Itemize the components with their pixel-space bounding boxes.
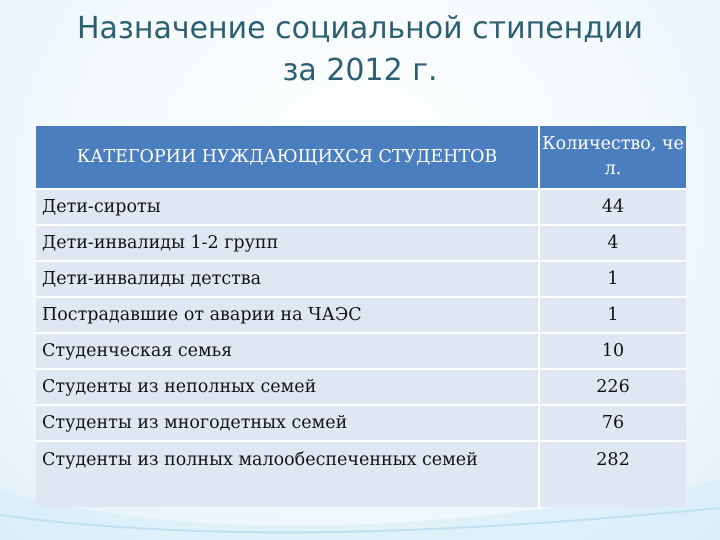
header-count: Количество, чел. [540, 126, 686, 190]
table-header-row [36, 126, 686, 190]
row-count: 10 [540, 334, 686, 370]
row-count: 76 [540, 406, 686, 442]
table-row [36, 226, 686, 262]
table-row [36, 262, 686, 298]
row-count: 44 [540, 190, 686, 226]
header-category: КАТЕГОРИИ НУЖДАЮЩИХСЯ СТУДЕНТОВ [36, 126, 540, 190]
title-line-2: за 2012 г. [282, 53, 438, 88]
table-row [36, 334, 686, 370]
table-row [36, 298, 686, 334]
row-count: 282 [596, 450, 630, 470]
table-row [36, 190, 686, 226]
page-title [0, 8, 720, 92]
stipend-table [36, 126, 686, 510]
row-category: Студенческая семья [36, 334, 540, 370]
stipend-table-container [36, 126, 686, 507]
row-category: Студенты из многодетных семей [36, 406, 540, 442]
row-category: Студенты из полных малообеспеченных семей [36, 442, 540, 510]
row-category: Дети-инвалиды 1-2 групп [36, 226, 540, 262]
row-category: Пострадавшие от аварии на ЧАЭС [36, 298, 540, 334]
row-category: Студенты из неполных семей [36, 370, 540, 406]
row-category: Дети-сироты [36, 190, 540, 226]
table-row [36, 370, 686, 406]
row-count: 4 [540, 226, 686, 262]
row-count: 226 [540, 370, 686, 406]
row-category: Дети-инвалиды детства [36, 262, 540, 298]
table-row [36, 406, 686, 442]
row-count: 1 [540, 262, 686, 298]
title-line-1: Назначение социальной стипендии [76, 11, 644, 46]
row-count: 1 [540, 298, 686, 334]
table-row [36, 442, 686, 510]
